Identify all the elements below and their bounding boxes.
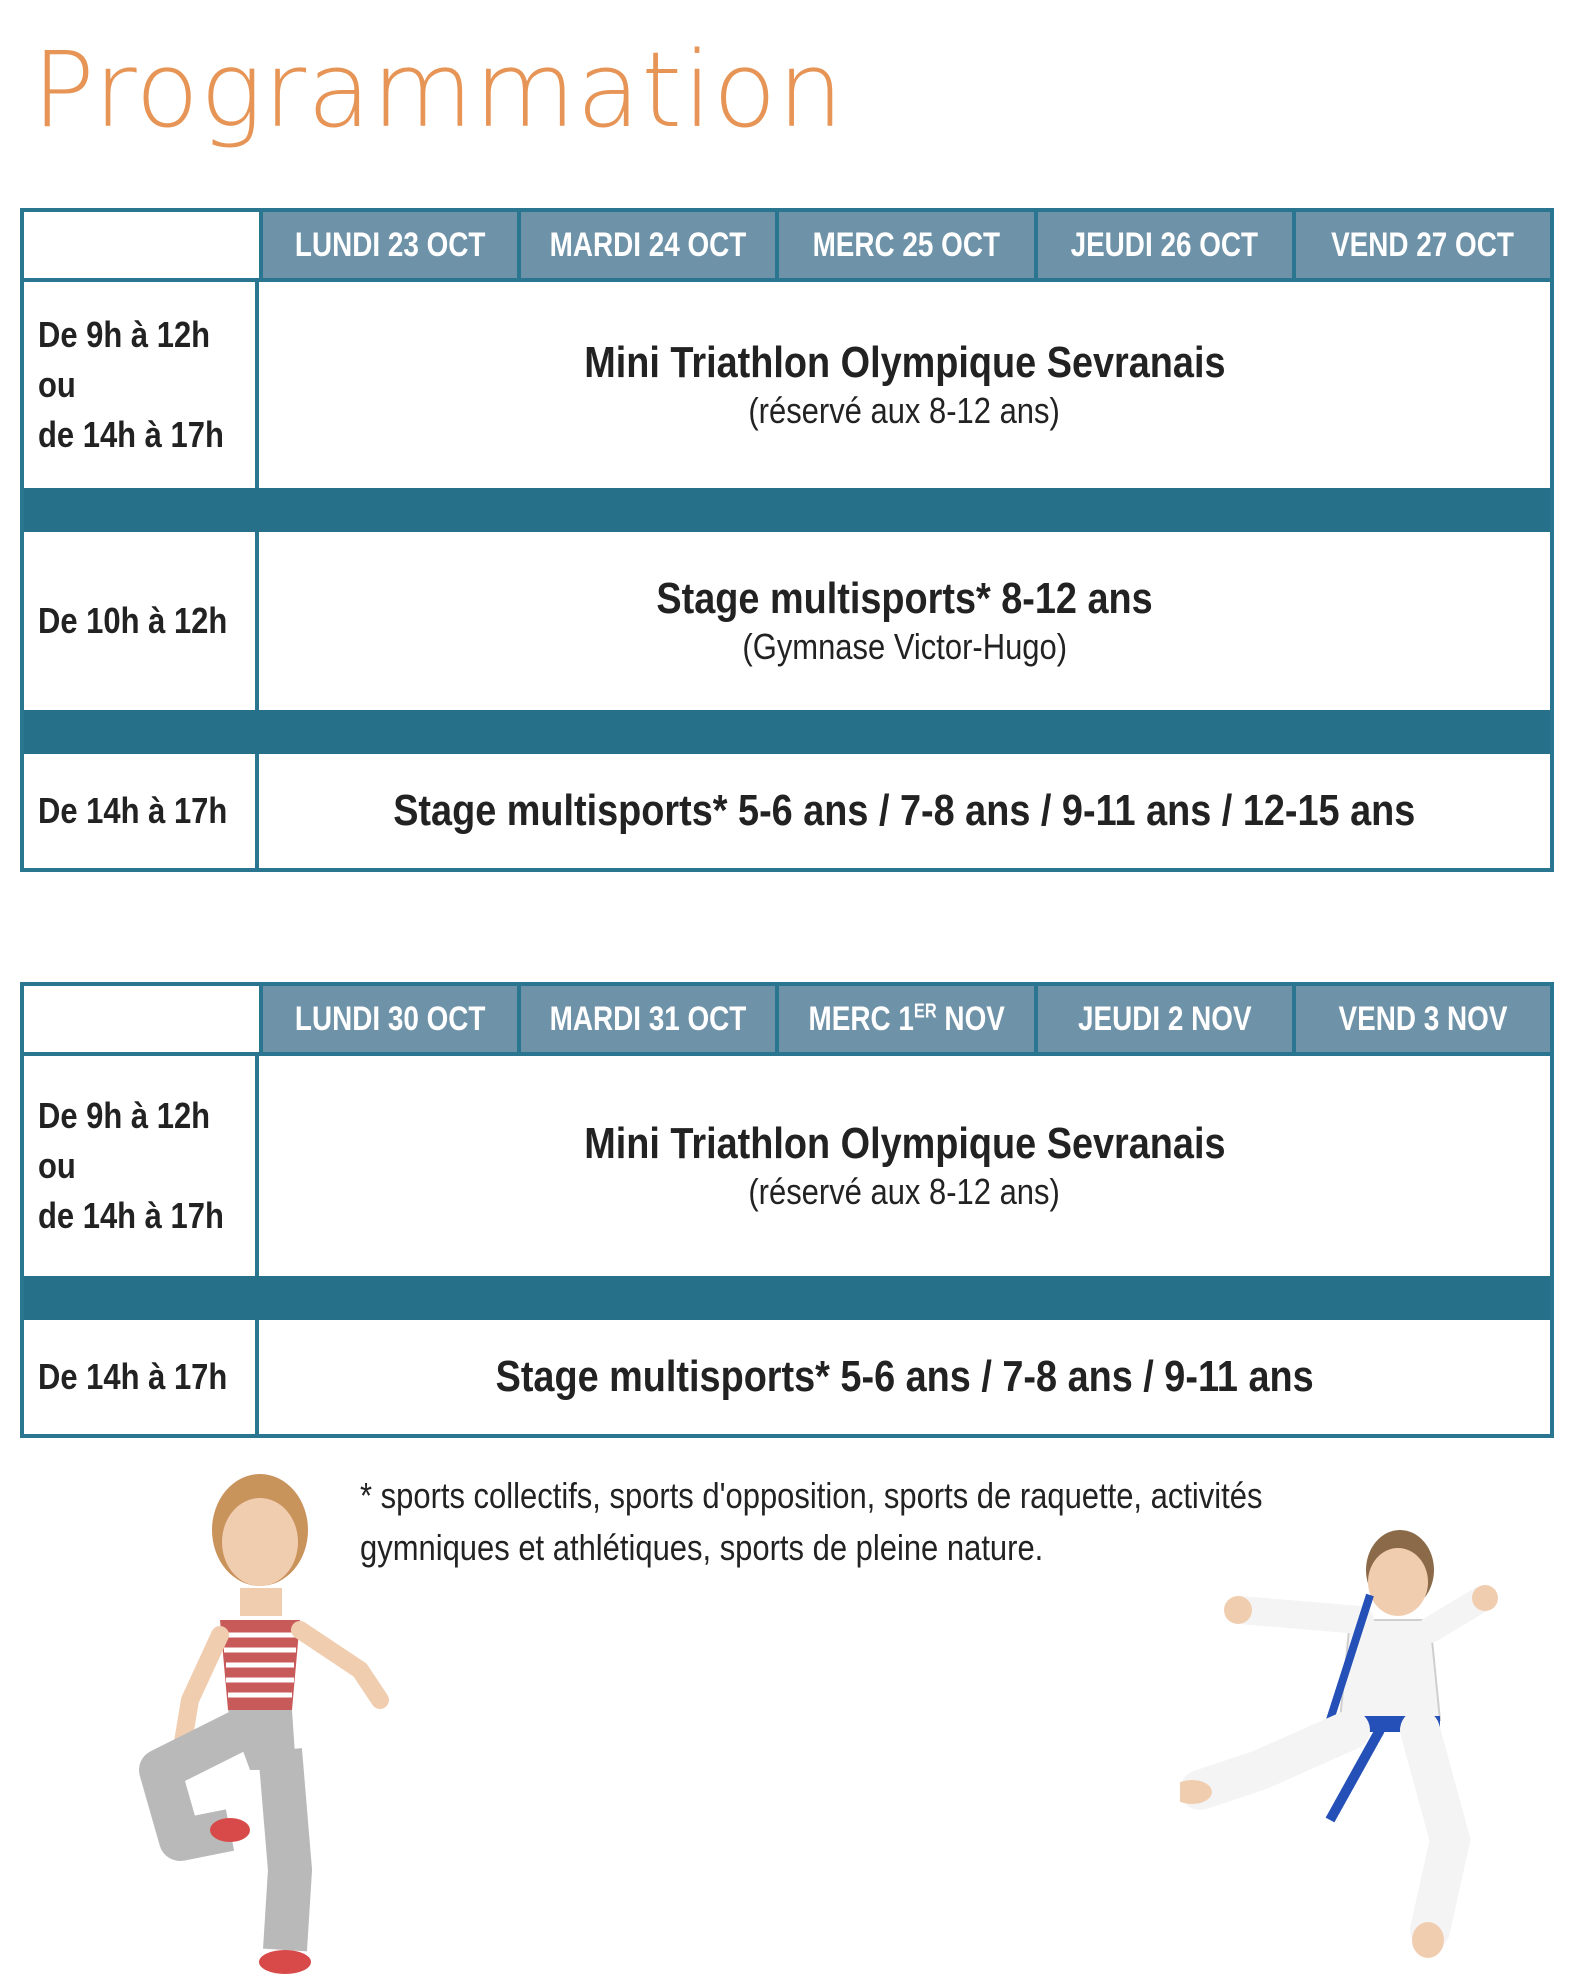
time-slot: De 14h à 17h [24, 754, 259, 868]
schedule-row [24, 1056, 1550, 1276]
day-header: JEUDI 26 OCT [1038, 212, 1296, 278]
day-header: MARDI 24 OCT [521, 212, 779, 278]
activity-title: Mini Triathlon Olympique Sevranais [583, 338, 1226, 387]
girl-kicking-photo [120, 1470, 400, 1980]
schedule-row [24, 282, 1550, 488]
day-header: JEUDI 2 NOV [1038, 986, 1296, 1052]
schedule-header [24, 986, 1550, 1056]
activity-title: Stage multisports* 8-12 ans [656, 574, 1153, 623]
header-corner [24, 986, 263, 1052]
activity-cell [259, 1320, 1550, 1434]
row-separator [24, 1276, 1550, 1320]
boy-karate-photo [1180, 1520, 1510, 1960]
schedule-week-2 [20, 982, 1554, 1438]
schedule-week-1 [20, 208, 1554, 872]
activity-cell [259, 282, 1550, 488]
time-slot: De 10h à 12h [24, 532, 259, 710]
row-separator [24, 488, 1550, 532]
time-slot: De 9h à 12h ou de 14h à 17h [24, 282, 259, 488]
activity-subtitle: (Gymnase Victor-Hugo) [742, 626, 1067, 667]
activity-title: Mini Triathlon Olympique Sevranais [583, 1119, 1226, 1168]
activity-subtitle: (réservé aux 8-12 ans) [748, 1171, 1061, 1212]
day-header: VEND 3 NOV [1296, 986, 1550, 1052]
header-corner [24, 212, 263, 278]
schedule-row [24, 532, 1550, 710]
footnote: * sports collectifs, sports d'opposition, sports de raquette, activités gymniques et athlétiques, sports de pleine nature. [360, 1475, 1263, 1568]
day-header: LUNDI 30 OCT [263, 986, 521, 1052]
schedule-row [24, 1320, 1550, 1434]
page-title: Programmation [32, 29, 845, 151]
activity-subtitle: (réservé aux 8-12 ans) [748, 390, 1061, 431]
time-slot: De 9h à 12h ou de 14h à 17h [24, 1056, 259, 1276]
row-separator [24, 710, 1550, 754]
day-header: MERC 25 OCT [779, 212, 1037, 278]
activity-title: Stage multisports* 5-6 ans / 7-8 ans / 9-11 ans / 12-15 ans [393, 786, 1416, 835]
activity-cell [259, 1056, 1550, 1276]
activity-cell [259, 532, 1550, 710]
day-header: MARDI 31 OCT [521, 986, 779, 1052]
activity-cell [259, 754, 1550, 868]
time-slot: De 14h à 17h [24, 1320, 259, 1434]
day-header: VEND 27 OCT [1296, 212, 1550, 278]
activity-title: Stage multisports* 5-6 ans / 7-8 ans / 9-11 ans [495, 1352, 1314, 1401]
day-header: MERC 1ER NOV [779, 986, 1037, 1052]
schedule-row [24, 754, 1550, 868]
schedule-header [24, 212, 1550, 282]
day-header: LUNDI 23 OCT [263, 212, 521, 278]
